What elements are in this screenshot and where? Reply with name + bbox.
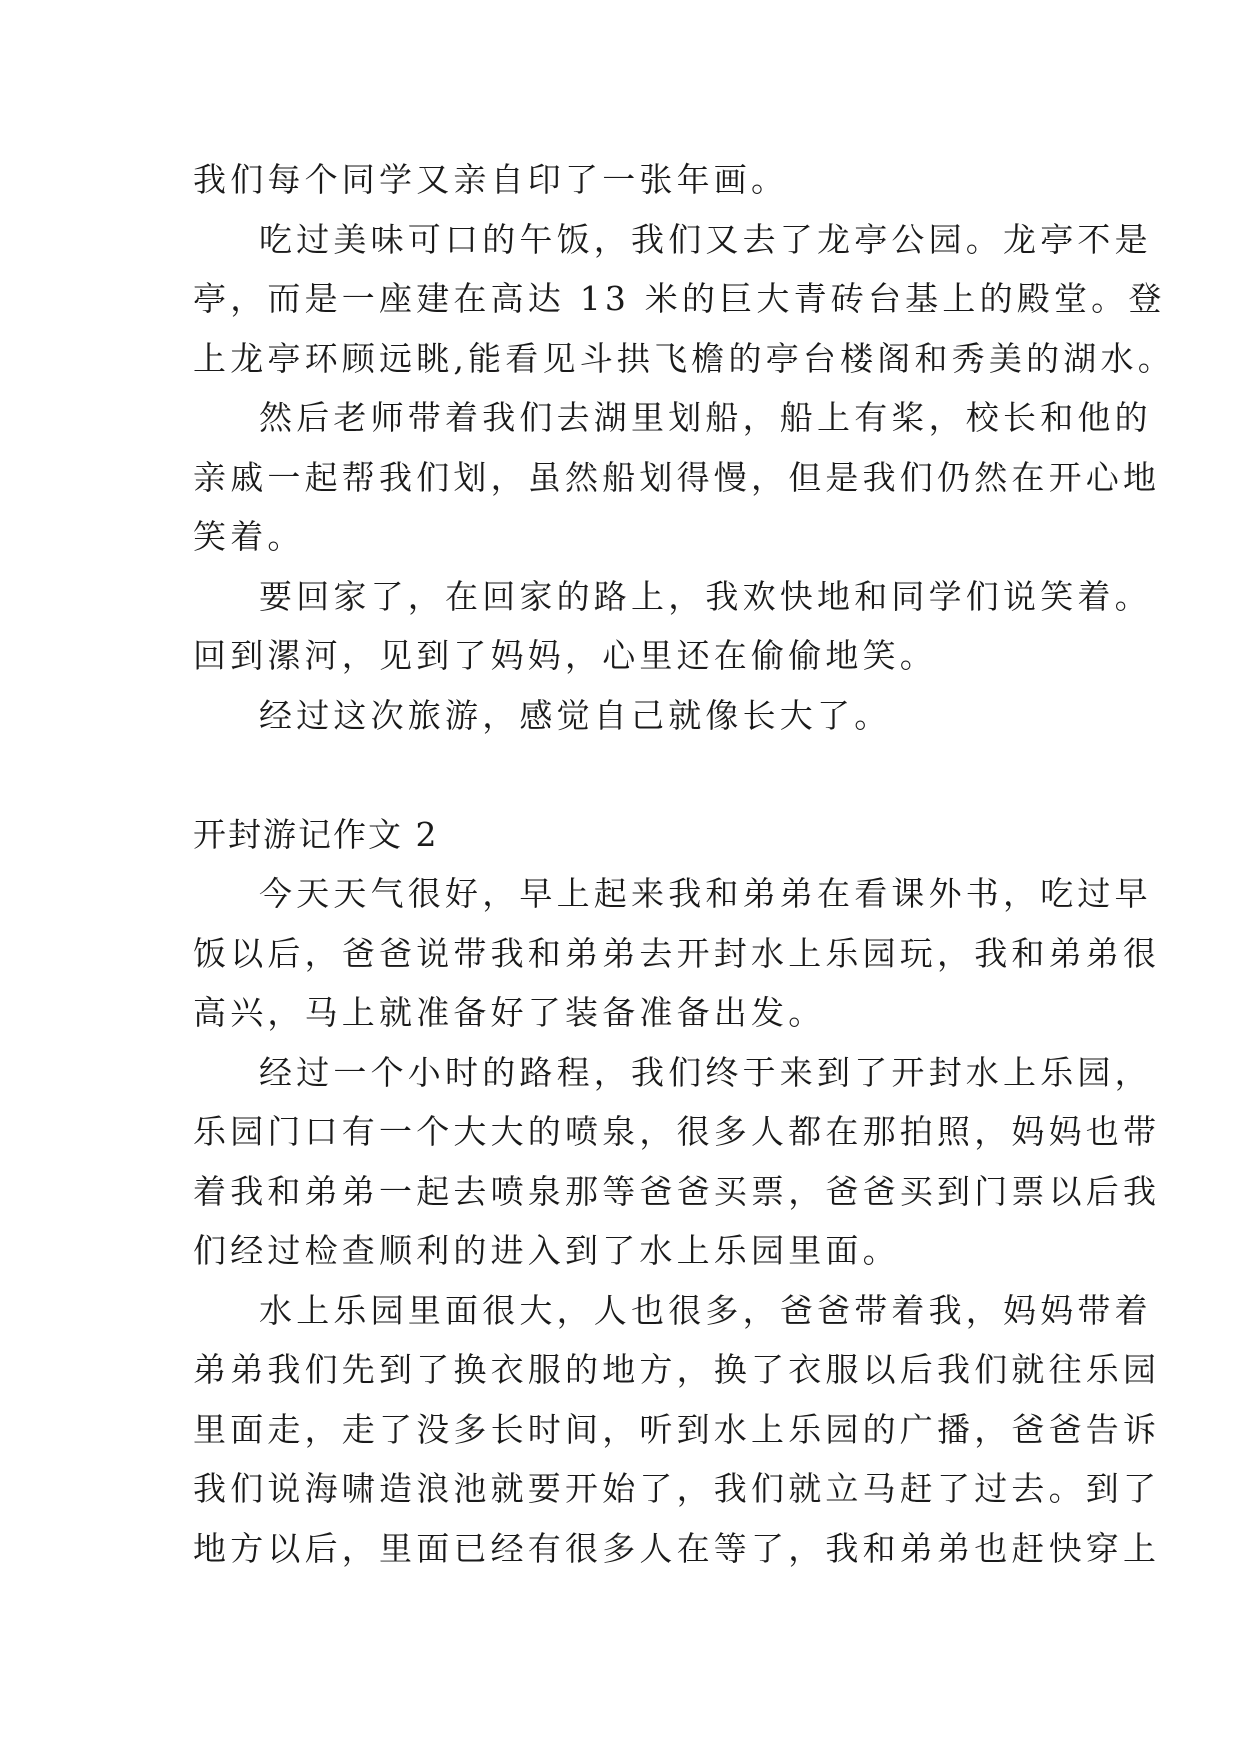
- text-line: 今天天气很好，早上起来我和弟弟在看课外书，吃过早: [259, 874, 1152, 913]
- text-line: 经过一个小时的路程，我们终于来到了开封水上乐园，: [259, 1052, 1152, 1092]
- section-heading: 开封游记作文 2: [193, 814, 439, 854]
- text-line: 们经过检查顺利的进入到了水上乐园里面。: [193, 1231, 900, 1270]
- text-line: 乐园门口有一个大大的喷泉，很多人都在那拍照，妈妈也带: [193, 1112, 1161, 1151]
- section-spacer: [193, 745, 1063, 805]
- text-line: 饭以后，爸爸说带我和弟弟去开封水上乐园玩，我和弟弟很: [193, 933, 1161, 973]
- text-line: 亭，而是一座建在高达 13 米的巨大青砖台基上的殿堂。登: [193, 279, 1166, 318]
- text-line: 里面走，走了没多长时间，听到水上乐园的广播，爸爸告诉: [193, 1409, 1161, 1449]
- text-line: 回到漯河，见到了妈妈，心里还在偷偷地笑。: [193, 636, 937, 675]
- section-part1: [193, 150, 1175, 745]
- text-line: 亲戚一起帮我们划，虽然船划得慢，但是我们仍然在开心地: [193, 457, 1161, 497]
- text-line: 经过这次旅游，感觉自己就像长大了。: [259, 695, 892, 735]
- text-line: 吃过美味可口的午饭，我们又去了龙亭公园。龙亭不是: [259, 219, 1152, 259]
- text-line: 高兴，马上就准备好了装备准备出发。: [193, 993, 826, 1032]
- text-line: 上龙亭环顾远眺,能看见斗拱飞檐的亭台楼阁和秀美的湖水。: [193, 338, 1175, 378]
- text-line: 着我和弟弟一起去喷泉那等爸爸买票，爸爸买到门票以后我: [193, 1171, 1161, 1211]
- text-line: 然后老师带着我们去湖里划船，船上有桨，校长和他的: [259, 398, 1152, 437]
- text-line: 我们每个同学又亲自印了一张年画。: [193, 160, 789, 199]
- text-line: 弟弟我们先到了换衣服的地方，换了衣服以后我们就往乐园: [193, 1350, 1161, 1389]
- document-page: [193, 150, 1175, 1578]
- text-line: 地方以后，里面已经有很多人在等了，我和弟弟也赶快穿上: [193, 1528, 1161, 1568]
- section-part2: [193, 864, 1161, 1578]
- text-line: 我们说海啸造浪池就要开始了，我们就立马赶了过去。到了: [193, 1469, 1161, 1508]
- text-line: 要回家了，在回家的路上，我欢快地和同学们说笑着。: [259, 576, 1152, 616]
- text-line: 笑着。: [193, 517, 305, 556]
- text-line: 水上乐园里面很大，人也很多，爸爸带着我，妈妈带着: [259, 1290, 1152, 1330]
